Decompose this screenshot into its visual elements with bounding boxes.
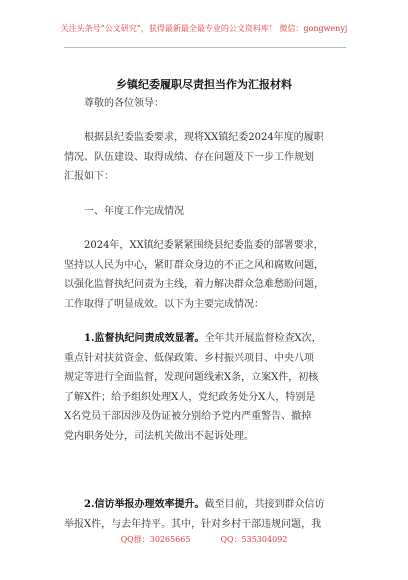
item1-line-4: 了解X件；给予组织处理X人，党纪政务处分X人，特别是 — [64, 391, 316, 403]
item1-heading: 1.监督执纪问责成效显著。 — [84, 333, 205, 344]
item1-first-line-rest: 全年共开展监督检查X次， — [204, 333, 322, 344]
item1-line-3: 规定等进行全面监督，发现问题线索X条，立案X件，初核 — [64, 372, 319, 383]
item1-line-5: X名党员干部因涉及伪证被分别给予党内严重警告、撤掉 — [64, 411, 312, 422]
intro-line-3: 汇报如下： — [64, 171, 114, 182]
section-heading — [64, 202, 352, 222]
greeting-text: 尊敬的各位领导： — [84, 98, 164, 109]
item2-first-line-rest: 截至目前，共接到群众信访 — [204, 499, 325, 510]
item2-heading: 2.信访举报办理效率提升。 — [84, 499, 205, 510]
footer-contact — [0, 534, 408, 545]
item1-paragraph — [64, 329, 352, 446]
year-line-4: 工作取得了明显成效。以下为主要完成情况： — [64, 298, 264, 310]
year-line-3: 以强化监督执纪问责为主线，着力解决群众急难愁盼问题， — [64, 279, 324, 290]
footer-qq: QQ：535304092 — [220, 535, 288, 544]
section-heading-text: 一、年度工作完成情况 — [84, 206, 184, 217]
year-line-2: 坚持以人民为中心，紧盯群众身边的不正之风和腐败问题， — [64, 259, 324, 271]
year-paragraph — [64, 236, 352, 314]
item1-line-2: 重点针对扶贫资金、低保政策、乡村振兴项目、中央八项 — [64, 352, 314, 364]
item2-paragraph — [64, 495, 352, 534]
intro-line-2: 情况、队伍建设、取得成绩、存在问题及下一步工作规划 — [64, 151, 314, 163]
header-promo-text: 关注头条号“公文研究”，获得最新最全最专业的公文资料库！ 微信：gongwenyj — [60, 24, 348, 33]
item1-line-6: 党内职务处分，司法机关做出不起诉处理。 — [64, 430, 254, 442]
item1-first-line — [64, 329, 352, 349]
greeting — [64, 94, 352, 114]
document-title: 乡镇纪委履职尽责担当作为汇报材料 — [116, 78, 292, 91]
header-divider — [64, 47, 346, 48]
footer-qq-group: QQ群：30265665 — [120, 535, 191, 544]
intro-paragraph — [64, 128, 352, 187]
intro-line-1: 根据县纪委监委要求，现将XX镇纪委2024年度的履职 — [84, 132, 324, 143]
item2-line-2: 举报X件，与去年持平。其中，针对乡村干部违规问题，我 — [64, 518, 322, 530]
item2-first-line — [64, 495, 352, 515]
year-line-1: 2024年，XX镇纪委紧紧围绕县纪委监委的部署要求， — [84, 240, 324, 251]
